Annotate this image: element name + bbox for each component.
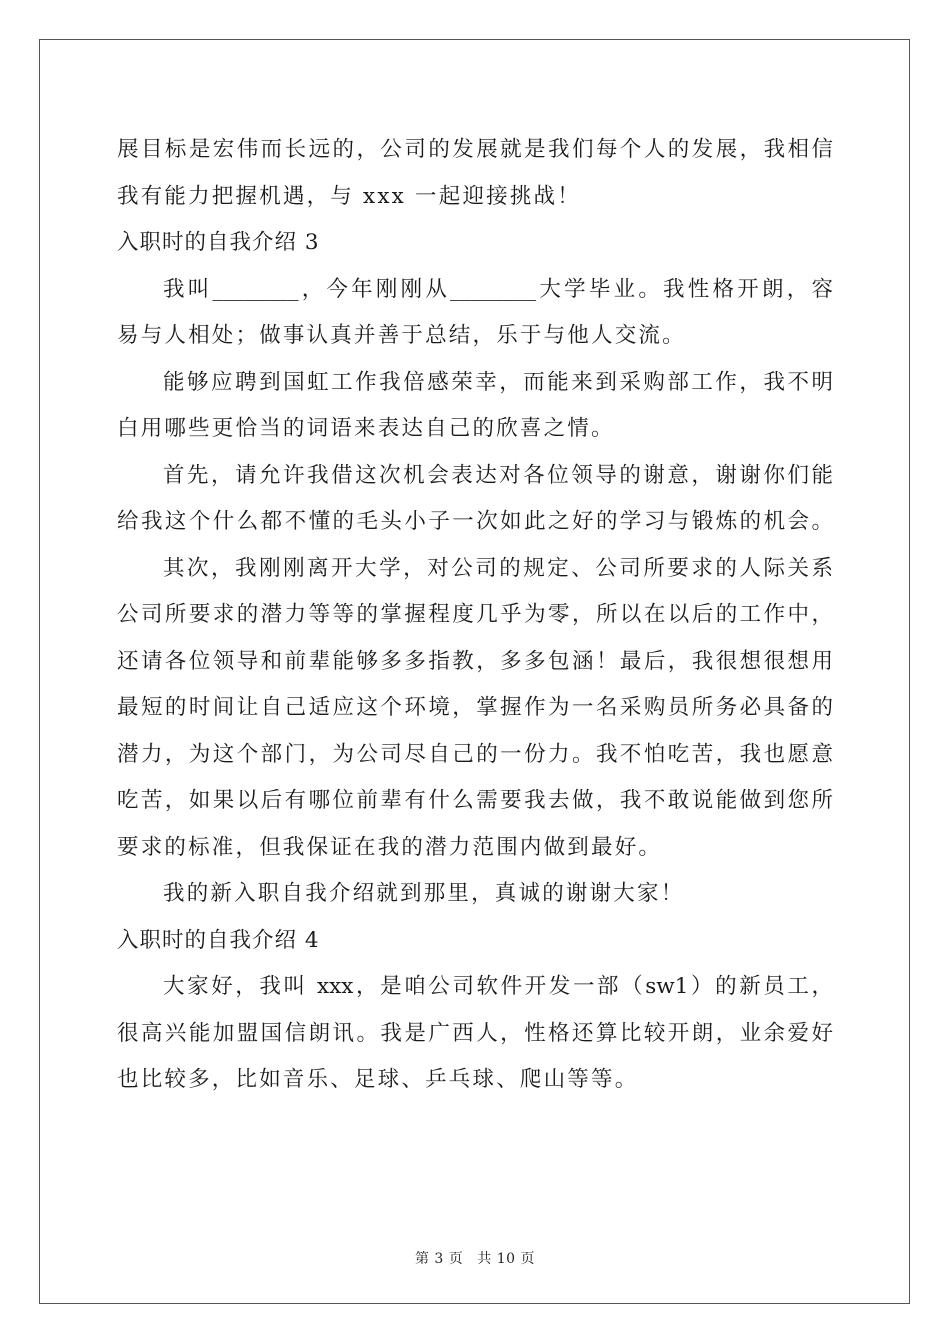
document-body <box>117 127 833 1104</box>
text-line: 潜力，为这个部门，为公司尽自己的一份力。我不怕吃苦，我也愿意 <box>117 741 833 767</box>
paragraph-start-line: 其次，我刚刚离开大学，对公司的规定、公司所要求的人际关系 <box>163 555 833 581</box>
text-line: 白用哪些更恰当的词语来表达自己的欣喜之情。 <box>117 416 615 441</box>
page-total: 共 10 页 <box>477 1251 536 1267</box>
page-number: 第 3 页 <box>414 1251 464 1267</box>
text-line: 也比较多，比如音乐、足球、乒乓球、爬山等等。 <box>117 1067 639 1092</box>
text-line: 还请各位领导和前辈能够多多指教，多多包涵！最后，我很想很想用 <box>117 648 833 674</box>
paragraph-start-line: 首先，请允许我借这次机会表达对各位领导的谢意，谢谢你们能 <box>163 462 833 488</box>
text-line: 给我这个什么都不懂的毛头小子一次如此之好的学习与锻炼的机会。 <box>117 509 833 534</box>
text-line: 易与人相处；做事认真并善于总结，乐于与他人交流。 <box>117 323 686 348</box>
text-line: 公司所要求的潜力等等的掌握程度几乎为零，所以在以后的工作中， <box>117 602 833 627</box>
paragraph-start-line: 我叫________，今年刚刚从________大学毕业。我性格开朗，容 <box>163 276 833 302</box>
text-line: 吃苦，如果以后有哪位前辈有什么需要我去做，我不敢说能做到您所 <box>117 788 833 813</box>
section-heading: 入职时的自我介绍 4 <box>117 927 320 953</box>
page-footer <box>0 1248 950 1268</box>
text-line: 很高兴能加盟国信朗讯。我是广西人，性格还算比较开朗，业余爱好 <box>117 1020 833 1046</box>
text-line: 要求的标准，但我保证在我的潜力范围内做到最好。 <box>117 834 663 860</box>
text-line: 最短的时间让自己适应这个环境，掌握作为一名采购员所务必具备的 <box>117 695 833 720</box>
section-heading: 入职时的自我介绍 3 <box>117 230 320 255</box>
text-line: 展目标是宏伟而长远的，公司的发展就是我们每个人的发展，我相信 <box>117 137 833 162</box>
paragraph-start-line: 能够应聘到国虹工作我倍感荣幸，而能来到采购部工作，我不明 <box>163 369 833 395</box>
paragraph-start-line: 大家好，我叫 xxx，是咱公司软件开发一部（sw1）的新员工， <box>163 974 833 999</box>
paragraph-start-line: 我的新入职自我介绍就到那里，真诚的谢谢大家！ <box>163 881 685 906</box>
text-line: 我有能力把握机遇，与 xxx 一起迎接挑战！ <box>117 183 581 209</box>
